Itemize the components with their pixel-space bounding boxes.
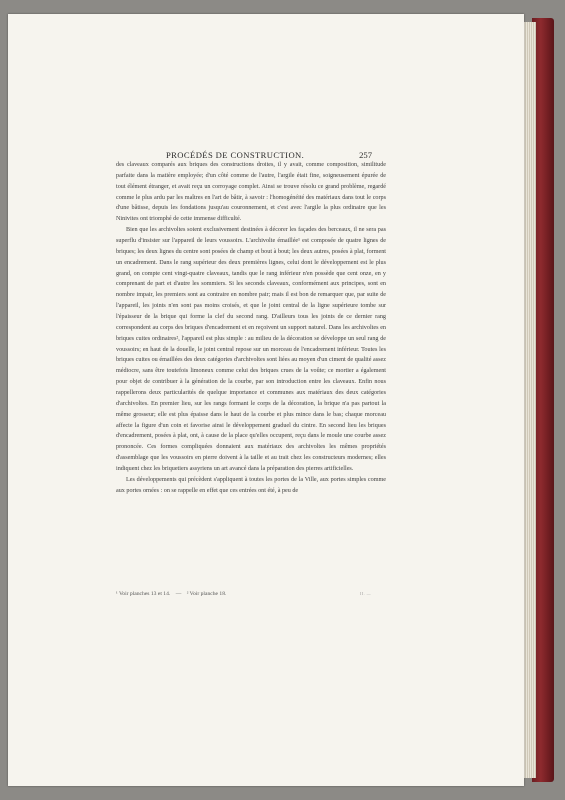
running-title: PROCÉDÉS DE CONSTRUCTION. bbox=[166, 150, 305, 160]
page-stack-edge bbox=[522, 22, 536, 778]
footnote-1: ¹ Voir planches 13 et 14. bbox=[116, 591, 171, 597]
paragraph-3: Les développements qui précèdent s'appliquent à toutes les portes de la Ville, aux portes simples comme aux portes ornées : on se rappelle en effet que ces entrées ont été, à peu de bbox=[116, 476, 386, 494]
footnotes bbox=[116, 590, 386, 598]
footnote-separator: — bbox=[175, 591, 182, 597]
page-number: 257 bbox=[359, 150, 372, 160]
paragraph-2: Bien que les archivoltes soient exclusivement destinées à décorer les façades des berceaux, il ne sera pas superflu d'insister sur l'appareil de leurs voussoirs. L'archivolte émaillée¹ est composée de quatre lignes de briques; les deux lignes du centre sont posées de champ et bout à bout; les deux autres, posées à plat, forment un encadrement. Dans le rang supérieur des deux premières lignes, celui dont le développement est le plus grand, on compte cent vingt-quatre claveaux, tandis que le rang inférieur n'en possède que cent onze, en y comprenant de part et d'autre les sommiers. Si les seconds claveaux, conformément aux principes, sont en nombre impair, les premiers sont au contraire en nombre pair; mais il est bon de remarquer que, par suite de l'appareil, les joints n'en sont pas moins croisés, et que le joint central de la ligne supérieure tombe sur l'épaisseur de la brique qui forme la clef du second rang. D'ailleurs tous les joints de ce dernier rang correspondent au corps des briques d'encadrement et en reçoivent un support naturel. Dans les archivoltes en briques cuites ordinaires², l'appareil est plus simple : au milieu de la décoration se développe un seul rang de voussoirs; en haut de la douelle, le joint central repose sur un morceau de l'encadrement inférieur. Toutes les briques cuites ou émaillées des deux catégories d'archivoltes sont liées au moyen d'un ciment de qualité assez médiocre, sans être toutefois limoneux comme celui des briques crues de la voûte; ce mortier a également pour objet de contribuer à la génération de la courbe, par son introduction entre les claveaux. Enfin nous rappellerons deux particularités de quelque importance et communes aux matériaux des deux catégories d'archivoltes. En premier lieu, sur les rangs formant le corps de la décoration, la brique n'a pas partout la même grosseur; elle est plus épaisse dans le haut de la courbe et plus mince dans le bas; chaque morceau affecte la figure d'un coin et favorise ainsi le développement graduel du cintre. En second lieu les briques d'encadrement, posées à plat, ont, à cause de la place qu'elles occupent, reçu dans le moule une courbe assez prononcée. Ces formes compliquées donnaient aux matériaux des archivoltes les mêmes propriétés d'assemblage que les voussoirs en pierre doivent à la taille et au trait chez les constructeurs modernes; elles indiquent chez les briquetiers assyriens un art avancé dans la préparation des pierres artificielles. bbox=[116, 227, 386, 473]
paragraph-1: des claveaux comparés aux briques des constructions droites, il y avait, comme composition, similitude parfaite dans la matière employée; d'un côté comme de l'autre, l'argile était fine, soigneusement épurée de tout élément étranger, et avait reçu un corroyage complet. Ainsi se trouve résolu ce grand problème, regardé comme le plus ardu par les maîtres en l'art de bâtir, à savoir : l'homogénéité des matériaux dans tout le corps d'une bâtisse, depuis les fondations jusqu'au couronnement, et c'est avec l'argile la plus ordinaire que les Ninivites ont triomphé de cette immense difficulté. bbox=[116, 162, 386, 223]
printer-signature: II. — bbox=[360, 591, 372, 596]
body-text bbox=[116, 160, 386, 497]
footnote-2: ² Voir planche 18. bbox=[186, 591, 227, 597]
